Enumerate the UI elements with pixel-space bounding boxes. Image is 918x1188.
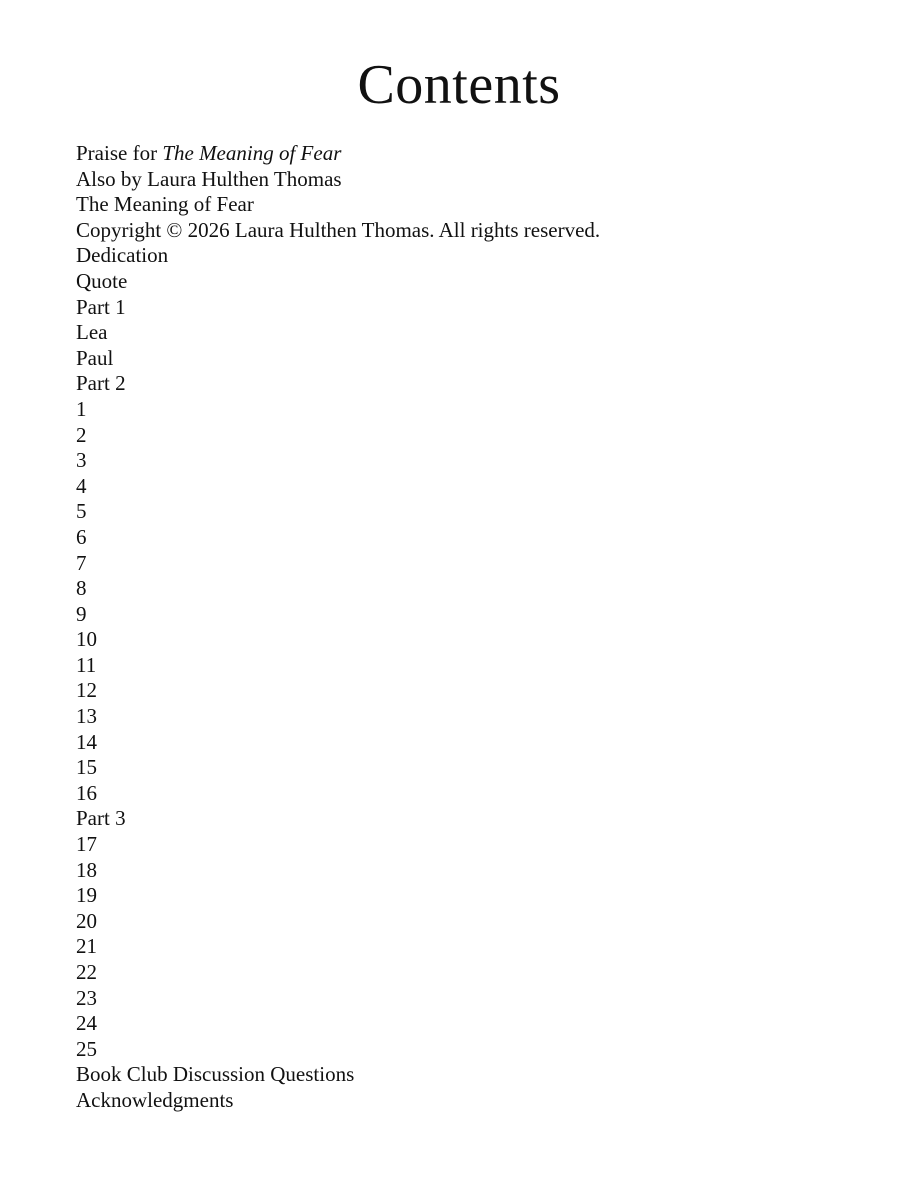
- toc-entry-label: Part 2: [76, 371, 126, 396]
- toc-entry-label: 9: [76, 601, 87, 626]
- toc-entry[interactable]: [76, 832, 600, 858]
- toc-entry[interactable]: [76, 678, 600, 704]
- toc-entry-label: 10: [76, 627, 97, 652]
- toc-entry[interactable]: [76, 602, 600, 628]
- toc-entry-prefix: Praise for: [76, 141, 163, 165]
- toc-entry[interactable]: [76, 883, 600, 909]
- toc-entry-label: 14: [76, 729, 97, 754]
- toc-entry-label: 25: [76, 1036, 97, 1061]
- toc-entry-label: 7: [76, 550, 87, 575]
- toc-entry-label: 23: [76, 985, 97, 1010]
- toc-entry[interactable]: [76, 397, 600, 423]
- toc-entry-label: 15: [76, 755, 97, 780]
- toc-entry[interactable]: [76, 1088, 600, 1114]
- toc-entry-label: Paul: [76, 345, 114, 370]
- toc-entry-label: Copyright © 2026 Laura Hulthen Thomas. All rights reserved.: [76, 217, 601, 242]
- toc-entry-label: Dedication: [76, 243, 169, 268]
- page-title: Contents: [357, 54, 561, 116]
- toc-entry[interactable]: [76, 269, 600, 295]
- toc-entry-label: Lea: [76, 320, 108, 345]
- toc-entry-label: 18: [76, 857, 97, 882]
- toc-entry-label: 4: [76, 473, 87, 498]
- toc-entry-label: Part 3: [76, 806, 126, 831]
- toc-entry[interactable]: [76, 551, 600, 577]
- toc-entry[interactable]: [76, 576, 600, 602]
- toc-entry[interactable]: [76, 627, 600, 653]
- toc-entry-label: 8: [76, 576, 87, 601]
- toc-entry[interactable]: [76, 295, 600, 321]
- toc-entry-label: 12: [76, 678, 97, 703]
- toc-entry[interactable]: [76, 704, 600, 730]
- toc-entry[interactable]: [76, 371, 600, 397]
- toc-entry[interactable]: [76, 423, 600, 449]
- toc-entry[interactable]: [76, 934, 600, 960]
- toc-entry-label: 11: [76, 652, 97, 677]
- toc-entry-label: 6: [76, 524, 87, 549]
- toc-entry-italic-title: The Meaning of Fear: [162, 141, 342, 165]
- toc-entry[interactable]: [76, 781, 600, 807]
- toc-entry-label: Part 1: [76, 294, 126, 319]
- toc-entry[interactable]: [76, 755, 600, 781]
- toc-entry[interactable]: [76, 499, 600, 525]
- toc-entry[interactable]: [76, 1062, 600, 1088]
- toc-entry[interactable]: [76, 909, 600, 935]
- toc-entry[interactable]: [76, 243, 600, 269]
- toc-entry[interactable]: [76, 346, 600, 372]
- toc-entry-label: 24: [76, 1011, 97, 1036]
- toc-entry-label: 16: [76, 780, 97, 805]
- toc-entry[interactable]: [76, 474, 600, 500]
- toc-entry[interactable]: [76, 167, 600, 193]
- toc-entry-label: Book Club Discussion Questions: [76, 1062, 355, 1087]
- toc-entry[interactable]: [76, 1011, 600, 1037]
- toc-entry[interactable]: [76, 806, 600, 832]
- table-of-contents: [76, 141, 600, 1114]
- toc-entry[interactable]: [76, 986, 600, 1012]
- toc-entry[interactable]: [76, 730, 600, 756]
- toc-entry-label: 20: [76, 908, 97, 933]
- toc-entry[interactable]: [76, 320, 600, 346]
- toc-entry[interactable]: [76, 141, 600, 167]
- toc-entry-label: Acknowledgments: [76, 1087, 234, 1112]
- toc-entry-label: 17: [76, 832, 97, 857]
- toc-entry-label: 21: [76, 934, 97, 959]
- toc-entry[interactable]: [76, 960, 600, 986]
- toc-entry[interactable]: [76, 858, 600, 884]
- toc-entry[interactable]: [76, 448, 600, 474]
- toc-entry[interactable]: [76, 653, 600, 679]
- toc-entry-label: 22: [76, 960, 97, 984]
- toc-entry-label: The Meaning of Fear: [76, 192, 254, 217]
- toc-entry-label: Quote: [76, 268, 128, 293]
- toc-entry-label: 19: [76, 883, 97, 908]
- toc-entry[interactable]: [76, 218, 600, 244]
- toc-entry[interactable]: [76, 1037, 600, 1063]
- toc-entry-label: 13: [76, 704, 97, 729]
- toc-entry-label: 1: [76, 396, 87, 421]
- toc-entry-label: 3: [76, 448, 87, 473]
- toc-entry-label: 5: [76, 499, 87, 524]
- toc-entry[interactable]: [76, 192, 600, 218]
- toc-entry[interactable]: [76, 525, 600, 551]
- toc-entry-label: 2: [76, 422, 87, 447]
- toc-entry-label: Also by Laura Hulthen Thomas: [76, 166, 342, 191]
